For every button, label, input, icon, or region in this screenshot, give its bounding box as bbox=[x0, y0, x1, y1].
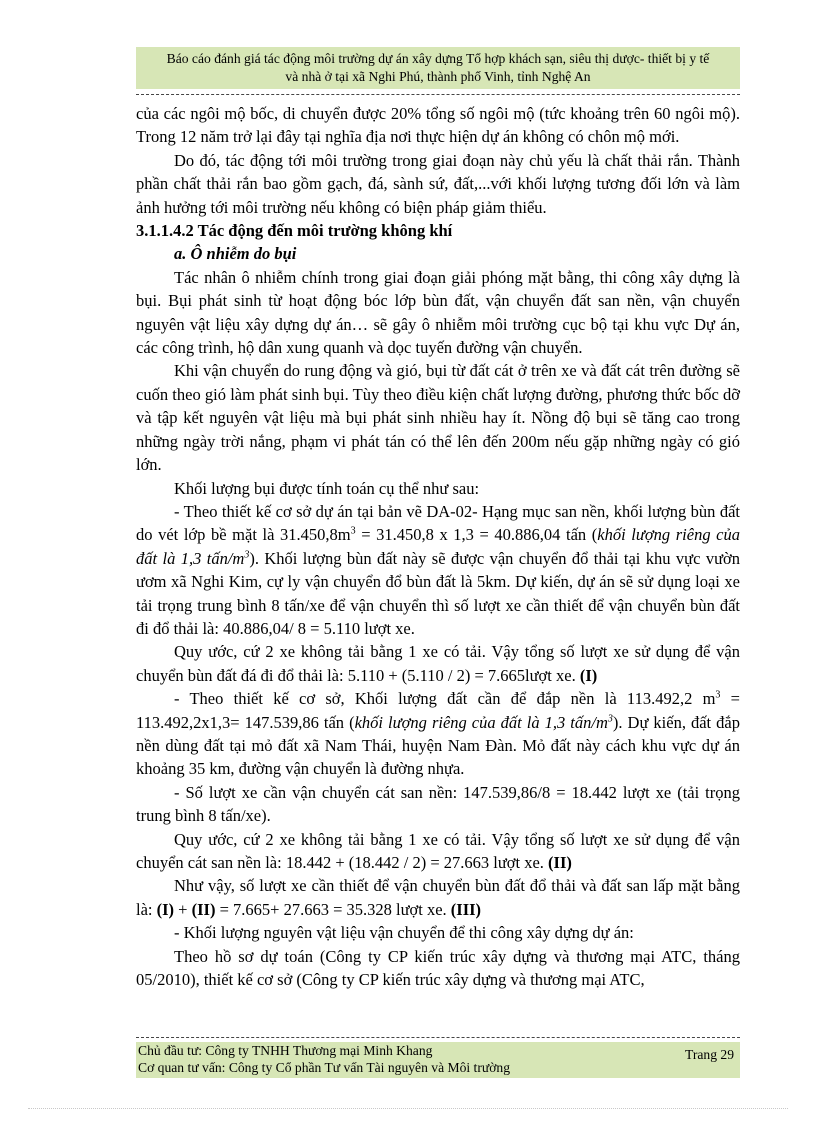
paragraph: Tác nhân ô nhiễm chính trong giai đoạn giải phóng mặt bằng, thi công xây dựng là bụi. Bụi phát sinh từ hoạt động bóc lớp bùn đất, vận chuyển đất san nền, vận chuyển nguyên vật liệu xây dựng dự án… sẽ gây ô nhiễm môi trường cục bộ tại khu vực Dự án, các công trình, hộ dân xung quanh và dọc tuyến đường vận chuyển. bbox=[136, 267, 740, 358]
text-run: Quy ước, cứ 2 xe không tải bằng 1 xe có tải. Vậy tổng số lượt xe sử dụng để vận chuyển cát san nền là: 18.442 + (18.442 / 2) = 27.663 lượt xe. bbox=[136, 829, 740, 872]
paragraph: của các ngôi mộ bốc, di chuyển được 20% tổng số ngôi mộ (tức khoảng trên 60 ngôi mộ). Trong 12 năm trở lại đây tại nghĩa địa nơi thực hiện dự án không có chôn mộ mới. bbox=[136, 104, 740, 147]
paragraph bbox=[136, 500, 740, 640]
page-footer bbox=[136, 1042, 740, 1078]
label-bold: (II) bbox=[548, 853, 572, 872]
footer-owner: Chủ đầu tư: Công ty TNHH Thương mại Minh Khang bbox=[138, 1043, 433, 1058]
paragraph: Khối lượng bụi được tính toán cụ thể như sau: bbox=[174, 478, 480, 498]
superscript: 3 bbox=[350, 525, 356, 537]
paragraph: Theo hồ sơ dự toán (Công ty CP kiến trúc xây dựng và thương mại ATC, tháng 05/2010), thiết kế cơ sở (Công ty CP kiến trúc xây dựng và thương mại ATC, bbox=[136, 946, 740, 990]
italic-text bbox=[355, 713, 613, 732]
label-bold: (I) bbox=[156, 899, 175, 919]
text-run: Quy ước, cứ 2 xe không tải bằng 1 xe có tải. Vậy tổng số lượt xe sử dụng để vận chuyển bùn đất đá đi đổ thải là: 5.110 + (5.110 / 2) = 7.665lượt xe. bbox=[136, 642, 740, 685]
text-run: = 7.665+ 27.663 = 35.328 lượt xe. bbox=[215, 899, 451, 919]
header-title-line-1: Báo cáo đánh giá tác động môi trường dự án xây dựng Tổ hợp khách sạn, siêu thị dược- thiết bị y tế bbox=[166, 51, 710, 66]
paragraph: - Số lượt xe cần vận chuyển cát san nền: 147.539,86/8 = 18.442 lượt xe (tải trọng trung bình 8 tấn/xe). bbox=[136, 782, 740, 826]
text-run: khối lượng riêng của đất là 1,3 tấn/m bbox=[136, 525, 741, 568]
page-number: Trang 29 bbox=[685, 1047, 734, 1062]
paragraph bbox=[136, 874, 740, 921]
label-bold: (III) bbox=[450, 899, 482, 919]
paragraph bbox=[136, 828, 740, 875]
document-body bbox=[136, 102, 740, 991]
text-run: + bbox=[174, 899, 192, 919]
section-heading: 3.1.1.4.2 Tác động đến môi trường không khí bbox=[136, 221, 453, 241]
text-run: - Theo thiết kế cơ sở, Khối lượng đất cần để đắp nền là 113.492,2 m bbox=[174, 689, 716, 709]
text-run: Như vậy, số lượt xe cần thiết để vận chuyển bùn đất đổ thải và đất san lấp mặt bằng là: bbox=[136, 876, 740, 919]
superscript: 3 bbox=[715, 689, 721, 701]
footer-consultant: Cơ quan tư vấn: Công ty Cổ phần Tư vấn Tài nguyên và Môi trường bbox=[138, 1060, 511, 1075]
text-run: ). Khối lượng bùn đất này sẽ được vận chuyển đổ thải tại khu vực vườn ươm xã Nghi Kim, cự ly vận chuyển đổ bùn đất là 5km. Dự kiến, dự án sẽ sử dụng loại xe tải trọng trung bình 8 tấn/xe để vận chuyển thì số lượt xe cần thiết để vận chuyển bùn đất đi đổ thải là: 40.886,04/ 8 = 5.110 lượt xe. bbox=[136, 548, 740, 638]
text-run: khối lượng riêng của đất là 1,3 tấn/m bbox=[354, 712, 608, 732]
header-title-line-2: và nhà ở tại xã Nghi Phú, thành phố Vinh, tỉnh Nghệ An bbox=[285, 69, 591, 84]
paragraph: Do đó, tác động tới môi trường trong giai đoạn này chủ yếu là chất thải rắn. Thành phần chất thải rắn bao gồm gạch, đá, sành sứ, đất,...với khối lượng tương đối lớn và làm ảnh hưởng tới môi trường nếu không có biện pháp giảm thiểu. bbox=[136, 150, 740, 217]
superscript: 3 bbox=[244, 549, 250, 561]
paragraph: Khi vận chuyển do rung động và gió, bụi từ đất cát ở trên xe và đất cát trên đường sẽ cuốn theo gió làm phát sinh bụi. Tùy theo điều kiện chất lượng đường, phương thức bốc dỡ và tập kết nguyên vật liệu mà bụi phát sinh nhiều hay ít. Nồng độ bụi sẽ tăng cao trong những ngày trời nắng, phạm vi phát tán có thể lên đến 200m nếu gặp những ngày có gió lớn. bbox=[136, 361, 740, 475]
text-run: = 113.492,2x1,3= 147.539,86 tấn ( bbox=[136, 689, 740, 732]
paragraph bbox=[136, 687, 740, 781]
page-edge-divider bbox=[28, 1108, 788, 1109]
text-run: = 31.450,8 x 1,3 = 40.886,04 tấn ( bbox=[355, 525, 598, 545]
label-bold: (I) bbox=[579, 665, 598, 685]
label-bold: (II) bbox=[191, 899, 216, 919]
text-run: - Theo thiết kế cơ sở dự án tại bản vẽ DA-02- Hạng mục san nền, khối lượng bùn đất do vét lớp bề mặt là 31.450,8m bbox=[136, 501, 740, 545]
subsection-heading: a. Ô nhiễm do bụi bbox=[174, 244, 297, 264]
superscript: 3 bbox=[607, 713, 613, 725]
page-header bbox=[136, 47, 740, 89]
paragraph: - Khối lượng nguyên vật liệu vận chuyển để thi công xây dựng dự án: bbox=[174, 923, 634, 943]
paragraph bbox=[136, 640, 740, 687]
header-divider bbox=[136, 94, 740, 95]
text-run: ). Dự kiến, đất đắp nền dùng đất tại mỏ đất xã Nam Thái, huyện Nam Đàn. Mỏ đất này cách khu vực dự án khoảng 35 km, đường vận chuyển là đường nhựa. bbox=[136, 712, 740, 779]
footer-divider bbox=[136, 1037, 740, 1038]
